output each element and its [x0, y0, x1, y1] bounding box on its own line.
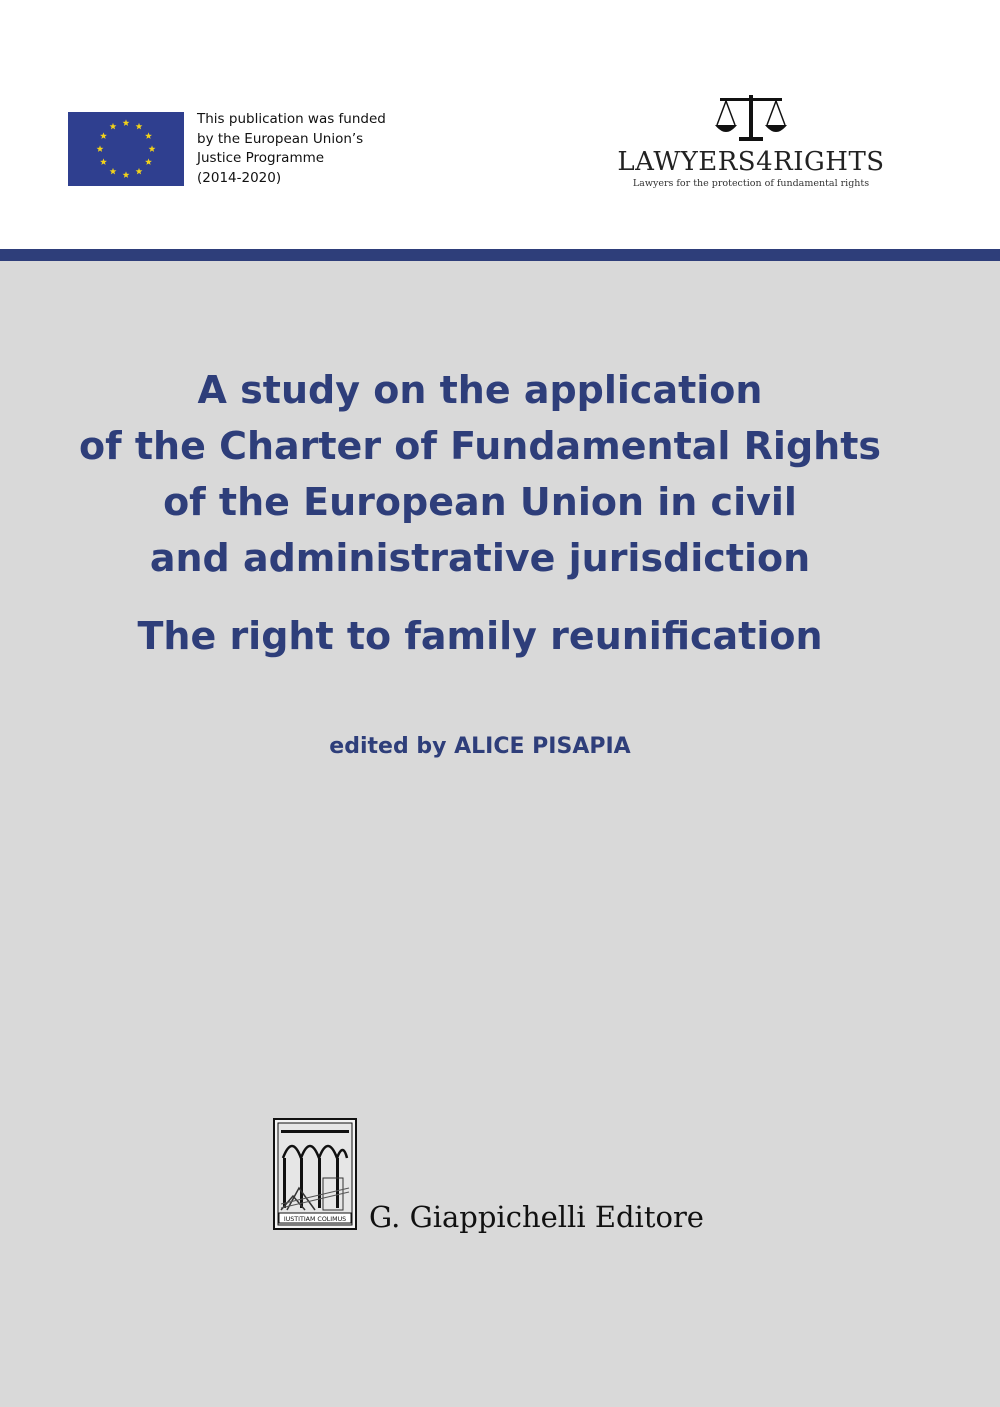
- eu-notice-line: This publication was funded: [197, 111, 386, 127]
- eu-star-icon: [136, 123, 143, 130]
- scales-of-justice-icon: [712, 95, 790, 143]
- eu-star-icon: [97, 145, 104, 152]
- title-line: of the Charter of Fundamental Rights: [78, 424, 881, 468]
- eu-star-icon: [100, 132, 107, 139]
- eu-notice-line: Justice Programme: [197, 150, 325, 166]
- partner-logo-tagline: Lawyers for the protection of fundamental rights: [632, 178, 870, 189]
- eu-flag-icon: [68, 112, 184, 186]
- eu-star-icon: [136, 168, 143, 175]
- partner-logo-name: LAWYERS4RIGHTS: [617, 147, 885, 177]
- publisher-emblem-motto: IUSTITIAM COLIMUS: [283, 1216, 347, 1223]
- eu-notice-line: by the European Union’s: [197, 130, 364, 147]
- eu-star-icon: [100, 158, 107, 165]
- title-line: and administrative jurisdiction: [149, 536, 811, 580]
- publisher-name: G. Giappichelli Editore: [369, 1200, 704, 1234]
- eu-star-icon: [123, 119, 130, 126]
- book-title: [40, 362, 920, 586]
- title-line: A study on the application: [197, 368, 763, 412]
- eu-star-icon: [149, 145, 156, 152]
- eu-star-icon: [110, 123, 117, 130]
- editor-credit: edited by ALICE PISAPIA: [329, 734, 631, 759]
- header-divider: [0, 249, 1000, 261]
- eu-star-icon: [145, 132, 152, 139]
- title-line: of the European Union in civil: [163, 480, 797, 524]
- publisher-emblem-icon: [273, 1118, 357, 1230]
- book-subtitle: The right to family reunification: [137, 614, 823, 658]
- eu-funding-notice: [197, 110, 417, 188]
- partner-logo: [616, 95, 886, 195]
- eu-star-icon: [123, 171, 130, 178]
- eu-star-icon: [145, 158, 152, 165]
- eu-star-icon: [110, 168, 117, 175]
- eu-notice-line: (2014-2020): [197, 169, 282, 186]
